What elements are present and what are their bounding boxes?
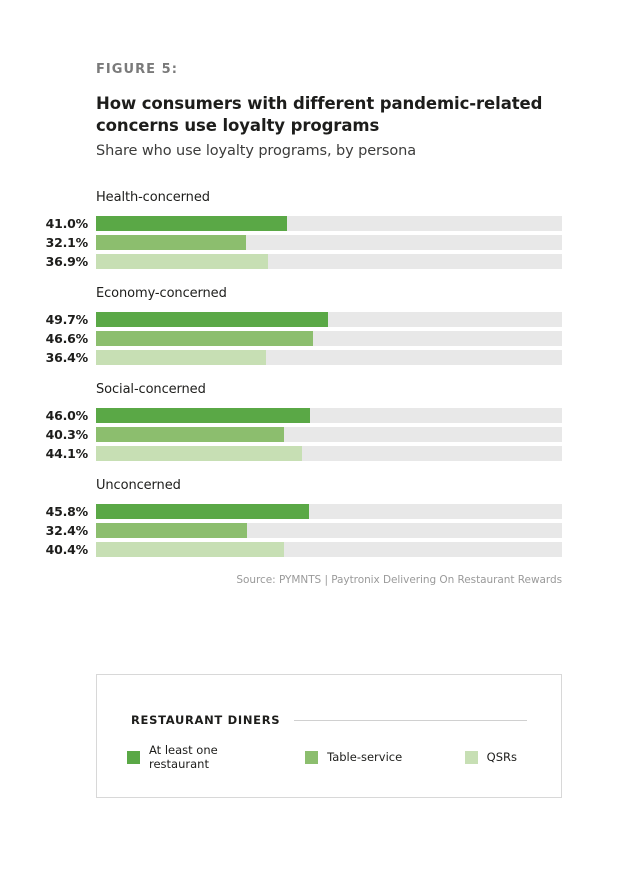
group-label: Unconcerned xyxy=(96,478,181,493)
bar-track xyxy=(96,408,562,423)
chart-row xyxy=(0,216,620,231)
chart-row xyxy=(0,523,620,538)
bar-value-label: 32.1% xyxy=(45,235,88,250)
chart-group xyxy=(0,478,620,557)
legend-item-label: Table-service xyxy=(327,750,403,764)
bar xyxy=(96,216,287,231)
chart-row xyxy=(0,542,620,557)
legend-item xyxy=(305,750,435,764)
bar-track xyxy=(96,312,562,327)
legend-swatch-icon xyxy=(127,751,140,764)
legend-items xyxy=(127,743,547,771)
bar-track xyxy=(96,216,562,231)
bar-value-label: 49.7% xyxy=(45,312,88,327)
bar-track xyxy=(96,446,562,461)
bar-chart xyxy=(0,190,620,592)
legend xyxy=(96,674,562,798)
chart-row xyxy=(0,331,620,346)
bar-track xyxy=(96,331,562,346)
bar xyxy=(96,427,284,442)
legend-item xyxy=(465,750,517,764)
bar-value-label: 44.1% xyxy=(45,446,88,461)
figure-label: FIGURE 5: xyxy=(96,62,178,77)
bar-track xyxy=(96,254,562,269)
legend-divider xyxy=(294,720,527,721)
bar xyxy=(96,254,268,269)
chart-row xyxy=(0,504,620,519)
chart-row xyxy=(0,427,620,442)
legend-item xyxy=(127,743,275,771)
page-subtitle: Share who use loyalty programs, by persona xyxy=(96,142,416,159)
bar-value-label: 36.4% xyxy=(45,350,88,365)
bar-track xyxy=(96,350,562,365)
bar-value-label: 45.8% xyxy=(45,504,88,519)
bar xyxy=(96,408,310,423)
bar-value-label: 40.4% xyxy=(45,542,88,557)
bar-value-label: 36.9% xyxy=(45,254,88,269)
legend-swatch-icon xyxy=(465,751,478,764)
bar xyxy=(96,312,328,327)
bar xyxy=(96,331,313,346)
bar xyxy=(96,350,266,365)
group-label: Health-concerned xyxy=(96,190,210,205)
chart-group xyxy=(0,382,620,461)
bar-value-label: 40.3% xyxy=(45,427,88,442)
bar xyxy=(96,235,246,250)
chart-row xyxy=(0,254,620,269)
bar-value-label: 46.0% xyxy=(45,408,88,423)
source-note: Source: PYMNTS | Paytronix Delivering On Restaurant Rewards xyxy=(236,574,562,586)
bar xyxy=(96,523,247,538)
bar xyxy=(96,504,309,519)
bar xyxy=(96,542,284,557)
chart-group xyxy=(0,286,620,365)
bar-track xyxy=(96,504,562,519)
bar-track xyxy=(96,523,562,538)
chart-row xyxy=(0,350,620,365)
group-label: Economy-concerned xyxy=(96,286,227,301)
legend-swatch-icon xyxy=(305,751,318,764)
bar-track xyxy=(96,427,562,442)
chart-row xyxy=(0,235,620,250)
bar-value-label: 46.6% xyxy=(45,331,88,346)
bar-track xyxy=(96,235,562,250)
group-label: Social-concerned xyxy=(96,382,206,397)
chart-group xyxy=(0,190,620,269)
bar-value-label: 41.0% xyxy=(45,216,88,231)
chart-row xyxy=(0,408,620,423)
page-title: How consumers with different pandemic-related concerns use loyalty programs xyxy=(96,94,543,135)
bar-value-label: 32.4% xyxy=(45,523,88,538)
figure-header xyxy=(96,62,566,159)
legend-item-label: At least one restaurant xyxy=(149,743,218,771)
bar-track xyxy=(96,542,562,557)
legend-item-label: QSRs xyxy=(486,750,517,764)
chart-row xyxy=(0,446,620,461)
bar xyxy=(96,446,302,461)
chart-row xyxy=(0,312,620,327)
legend-heading-row xyxy=(131,713,527,727)
legend-heading: RESTAURANT DINERS xyxy=(131,713,281,727)
